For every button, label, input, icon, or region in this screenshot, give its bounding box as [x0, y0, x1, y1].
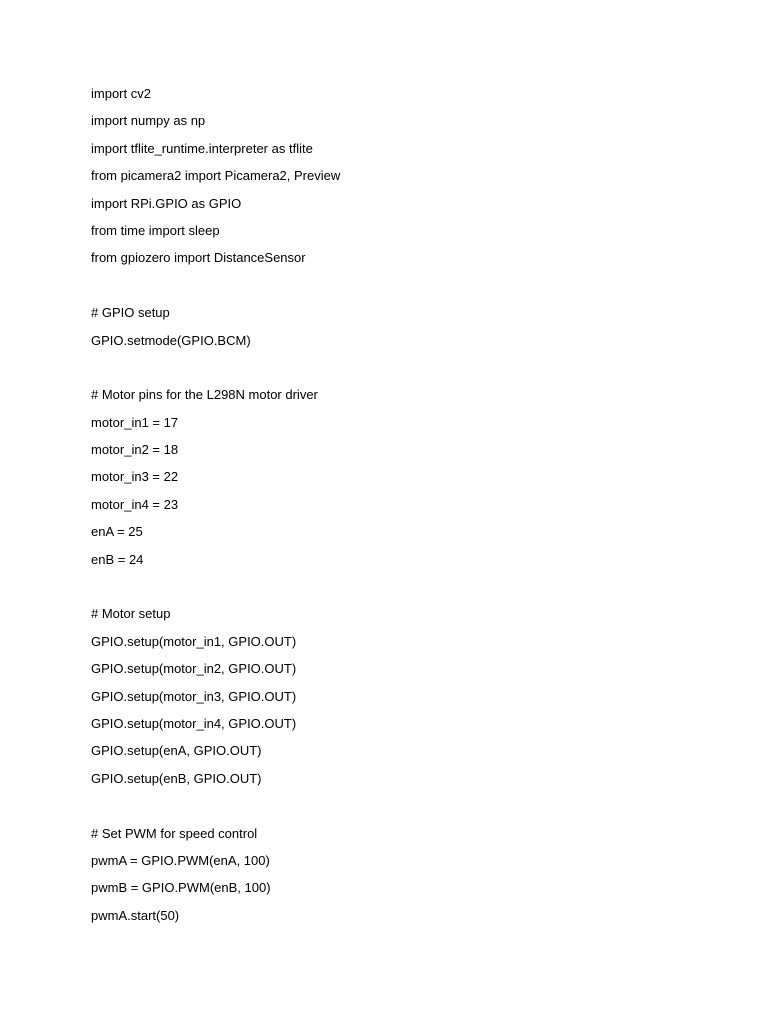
text-line: pwmA = GPIO.PWM(enA, 100) [91, 852, 270, 868]
text-line: import RPi.GPIO as GPIO [91, 195, 242, 211]
text-line: GPIO.setup(enA, GPIO.OUT) [91, 743, 262, 759]
text-line: GPIO.setup(motor_in4, GPIO.OUT) [91, 715, 297, 731]
text-line: enA = 25 [91, 524, 143, 540]
text-line: pwmA.start(50) [91, 907, 180, 923]
text-line: motor_in2 = 18 [91, 442, 179, 458]
comment-line: # Set PWM for speed control [91, 825, 258, 841]
blank-line [91, 276, 711, 303]
text-line: motor_in4 = 23 [91, 496, 179, 512]
text-line: import numpy as np [91, 113, 206, 129]
blank-line [91, 796, 711, 823]
text-line: motor_in3 = 22 [91, 469, 179, 485]
comment-line: # Motor setup [91, 606, 171, 622]
text-line: pwmB = GPIO.PWM(enB, 100) [91, 880, 271, 896]
blank-line [91, 577, 711, 604]
text-line: from gpiozero import DistanceSensor [91, 250, 306, 266]
comment-line: # GPIO setup [91, 305, 170, 321]
text-line: GPIO.setup(motor_in1, GPIO.OUT) [91, 633, 297, 649]
text-line: enB = 24 [91, 551, 144, 567]
text-line: from picamera2 import Picamera2, Preview [91, 168, 341, 184]
code-text-block [91, 84, 711, 933]
text-line: motor_in1 = 17 [91, 414, 179, 430]
text-line: GPIO.setup(motor_in2, GPIO.OUT) [91, 661, 297, 677]
blank-line [91, 358, 711, 385]
text-line: GPIO.setup(motor_in3, GPIO.OUT) [91, 688, 297, 704]
text-line: GPIO.setup(enB, GPIO.OUT) [91, 770, 262, 786]
text-line: import tflite_runtime.interpreter as tflite [91, 140, 313, 156]
text-line: from time import sleep [91, 222, 220, 238]
text-line: import cv2 [91, 86, 151, 101]
text-line: GPIO.setmode(GPIO.BCM) [91, 332, 251, 348]
comment-line: # Motor pins for the L298N motor driver [91, 387, 318, 403]
